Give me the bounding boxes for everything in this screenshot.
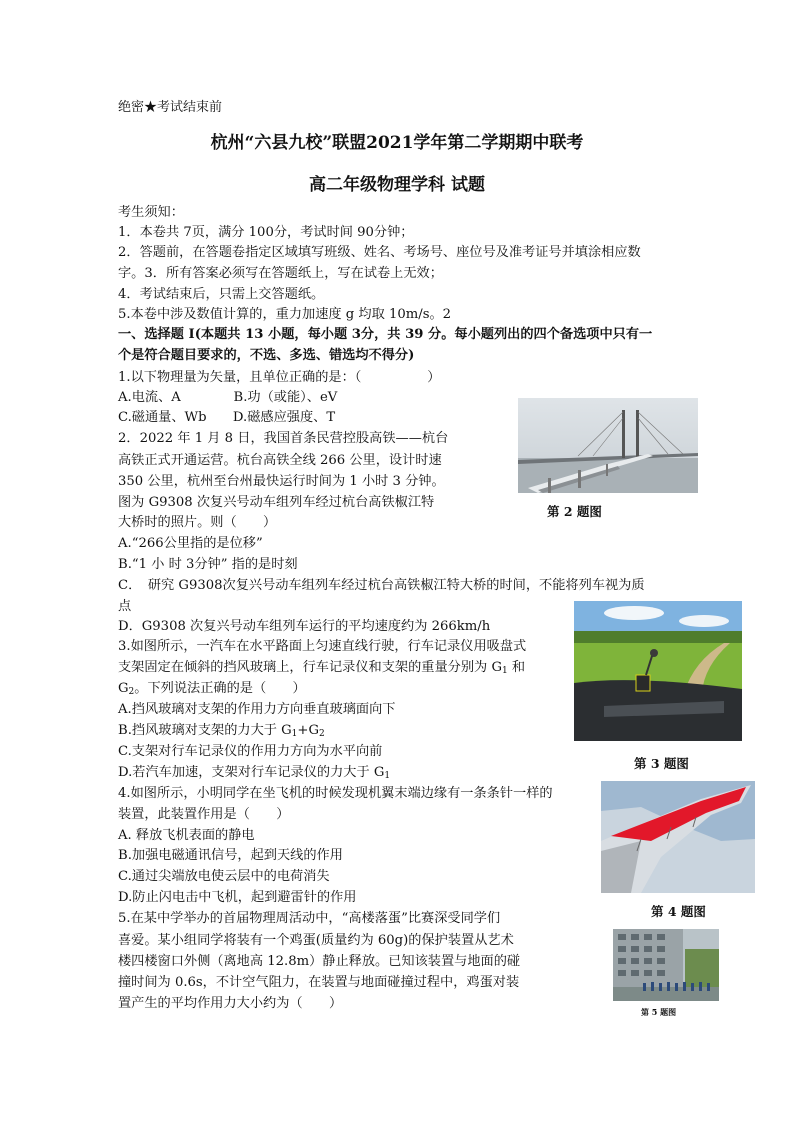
notice-item: 5.本卷中涉及数值计算的，重力加速度 g 均取 10m/s。2 [118,307,452,322]
q1-options-cd: C.磁通量、Wb D.磁感应强度、T [118,410,336,425]
q2-stem: 高铁正式开通运营。杭台高铁全线 266 公里，设计时速 [118,453,442,468]
notice-item: 2．答题前，在答题卷指定区域填写班级、姓名、考场号、座位号及准考证号并填涂相应数 [118,245,641,260]
q2-stem: 350 公里，杭州至台州最快运行时间为 1 小时 3 分钟。 [118,474,445,489]
figure-4-caption: 第 4 题图 [651,904,706,919]
q4-stem: 4.如图所示，小明同学在坐飞机的时候发现机翼末端边缘有一条条针一样的 [118,786,553,801]
notice-item: 字。3．所有答案必须写在答题纸上，写在试卷上无效； [118,266,443,281]
q5-stem: 置产生的平均作用力大小约为（ ） [118,996,343,1011]
q3-option-b: B.挡风玻璃对支架的力大于 $G_1+G_2$ [118,723,325,739]
notice-heading: 考生须知： [118,205,184,220]
q2-stem: 2．2022 年 1 月 8 日，我国首条民营控股高铁——杭台 [118,431,449,446]
exam-subtitle: 高二年级物理学科 试题 [309,175,485,195]
q2-option-c: C． 研究 G9308次复兴号动车组列车经过杭台高铁椒江特大桥的时间，不能将列车视为质 [118,578,645,593]
section-heading: 一、选择题 I(本题共 13 小题，每小题 3分，共 39 分。每小题列出的四个备选项中只有一 [118,327,653,342]
q3-stem: 3.如图所示，一汽车在水平路面上匀速直线行驶，行车记录仪用吸盘式 [118,639,527,654]
section-heading-cont: 个是符合题目要求的，不选、多选、错选均不得分) [118,348,415,363]
q2-option-b: B.“1 小 时 3分钟” 指的是时刻 [118,557,298,572]
exam-title: 杭州“六县九校”联盟2021学年第二学期期中联考 [210,133,584,153]
notice-item: 4．考试结束后，只需上交答题纸。 [118,287,325,302]
q4-stem: 装置，此装置作用是（ ） [118,807,290,822]
q4-option-a: A. 释放飞机表面的静电 [118,828,255,843]
q1-options-ab: A.电流、A B.功（或能）、eV [118,390,338,405]
building-photo [613,929,719,1001]
q1-stem: 1.以下物理量为矢量，且单位正确的是：（ ） [118,370,441,385]
q3-stem: 支架固定在倾斜的挡风玻璃上，行车记录仪和支架的重量分别为 $G_1$ 和 [118,660,526,676]
q5-stem: 喜爱。某小组同学将装有一个鸡蛋(质量约为 60g)的保护装置从艺术 [118,933,514,948]
q5-stem: 5.在某中学举办的首届物理周活动中，“高楼落蛋”比赛深受同学们 [118,911,501,926]
q2-option-a: A.“266公里指的是位移” [118,536,263,551]
figure-5-caption: 第 5 题图 [641,1007,677,1017]
confidential-label: 绝密★考试结束前 [118,100,223,115]
notice-item: 1．本卷共 7页，满分 100分，考试时间 90分钟； [118,225,414,240]
q4-option-d: D.防止闪电击中飞机，起到避雷针的作用 [118,890,357,905]
q4-option-b: B.加强电磁通讯信号，起到天线的作用 [118,848,343,863]
bridge-photo [518,398,698,493]
airplane-wing-photo [601,781,755,893]
q2-option-c-cont: 点 [118,599,132,614]
q4-option-c: C.通过尖端放电使云层中的电荷消失 [118,869,330,884]
dashcam-photo [574,601,742,741]
figure-3-caption: 第 3 题图 [634,756,689,771]
q2-option-d: D．G9308 次复兴号动车组列车运行的平均速度约为 266km/h [118,619,491,634]
q5-stem: 楼四楼窗口外侧（离地高 12.8m）静止释放。已知该装置与地面的碰 [118,954,521,969]
q5-stem: 撞时间为 0.6s，不计空气阻力，在装置与地面碰撞过程中，鸡蛋对装 [118,975,520,990]
q2-stem: 图为 G9308 次复兴号动车组列车经过杭台高铁椒江特 [118,495,435,510]
q2-stem: 大桥时的照片。则（ ） [118,515,277,530]
figure-2-caption: 第 2 题图 [547,504,602,519]
q3-option-a: A.挡风玻璃对支架的作用力方向垂直玻璃面向下 [118,702,396,717]
q3-stem: $G_2$。下列说法正确的是（ ） [118,681,306,697]
q3-option-c: C.支架对行车记录仪的作用力方向为水平向前 [118,744,383,759]
q3-option-d: D.若汽车加速，支架对行车记录仪的力大于 $G_1$ [118,765,391,781]
